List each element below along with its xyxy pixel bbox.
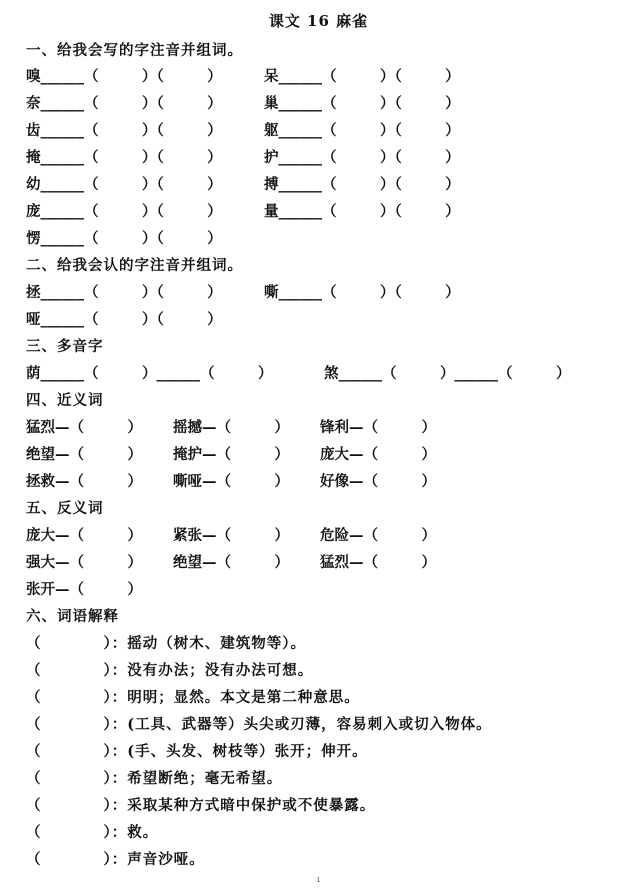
pinyin-row — [26, 118, 460, 144]
definition-item: （ ）：采取某种方式暗中保护或不使暴露。 — [26, 797, 376, 814]
pinyin-row — [26, 280, 460, 306]
synonym-item: 掩护—（ ） — [173, 446, 289, 463]
antonym-item: 强大—（ ） — [26, 554, 142, 571]
pinyin-item: 搏______（ ）（ ） — [264, 176, 460, 193]
synonym-row — [26, 469, 436, 495]
pinyin-item: 巢______（ ）（ ） — [264, 95, 460, 112]
synonym-item: 拯救—（ ） — [26, 473, 142, 490]
antonym-item: 猛烈—（ ） — [320, 554, 436, 571]
definition-item: （ ）：(工具、武器等）头尖或刃薄，容易刺入或切入物体。 — [26, 716, 492, 733]
pinyin-item: 愣______（ ）（ ） — [26, 230, 222, 247]
antonym-item: 庞大—（ ） — [26, 527, 142, 544]
antonym-row — [26, 523, 436, 549]
page-title: 课文 16 麻雀 — [268, 12, 369, 30]
page-number: 1 — [316, 877, 321, 884]
definition-item: （ ）：(手、头发、树枝等）张开；伸开。 — [26, 743, 368, 760]
pinyin-row — [26, 226, 222, 252]
pinyin-item: 掩______（ ）（ ） — [26, 149, 222, 166]
pinyin-item: 嘶______（ ）（ ） — [264, 284, 460, 301]
synonym-item: 好像—（ ） — [320, 473, 436, 490]
section-heading-definitions: 六、词语解释 — [26, 608, 119, 625]
pinyin-item: 呆______（ ）（ ） — [264, 68, 460, 85]
antonym-item: 紧张—（ ） — [173, 527, 289, 544]
pinyin-row — [26, 145, 460, 171]
polyphone-item: 荫______（ ）______（ ） — [26, 365, 273, 382]
pinyin-item: 幼______（ ）（ ） — [26, 176, 222, 193]
pinyin-item: 嗅______（ ）（ ） — [26, 68, 222, 85]
pinyin-item: 护______（ ）（ ） — [264, 149, 460, 166]
polyphone-row — [26, 361, 571, 387]
synonym-item: 摇撼—（ ） — [173, 419, 289, 436]
pinyin-row — [26, 91, 460, 117]
synonym-item: 锋利—（ ） — [320, 419, 436, 436]
antonym-item: 绝望—（ ） — [173, 554, 289, 571]
section-heading-write: 一、给我会写的字注音并组词。 — [26, 42, 243, 59]
pinyin-row — [26, 199, 460, 225]
synonym-row — [26, 415, 436, 441]
antonym-row — [26, 550, 436, 576]
definition-item: （ ）：明明；显然。本文是第二种意思。 — [26, 689, 360, 706]
synonym-item: 庞大—（ ） — [320, 446, 436, 463]
pinyin-item: 哑______（ ）（ ） — [26, 311, 222, 328]
definition-item: （ ）：救。 — [26, 824, 159, 841]
antonym-item: 危险—（ ） — [320, 527, 436, 544]
definition-item: （ ）：希望断绝；毫无希望。 — [26, 770, 283, 787]
antonym-item: 张开—（ ） — [26, 581, 142, 598]
synonym-item: 猛烈—（ ） — [26, 419, 142, 436]
definition-item: （ ）：没有办法；没有办法可想。 — [26, 662, 314, 679]
section-heading-recognize: 二、给我会认的字注音并组词。 — [26, 257, 243, 274]
polyphone-item: 煞______（ ）______（ ） — [324, 365, 571, 382]
pinyin-item: 躯______（ ）（ ） — [264, 122, 460, 139]
pinyin-item: 拯______（ ）（ ） — [26, 284, 222, 301]
pinyin-item: 量______（ ）（ ） — [264, 203, 460, 220]
definition-item: （ ）：摇动（树木、建筑物等）。 — [26, 635, 306, 652]
pinyin-item: 奈______（ ）（ ） — [26, 95, 222, 112]
definition-item: （ ）：声音沙哑。 — [26, 851, 205, 868]
synonym-item: 绝望—（ ） — [26, 446, 142, 463]
pinyin-item: 齿______（ ）（ ） — [26, 122, 222, 139]
pinyin-row — [26, 307, 222, 333]
synonym-item: 嘶哑—（ ） — [173, 473, 289, 490]
section-heading-synonyms: 四、近义词 — [26, 392, 104, 409]
synonym-row — [26, 442, 436, 468]
pinyin-row — [26, 172, 460, 198]
section-heading-polyphone: 三、多音字 — [26, 338, 104, 355]
pinyin-row — [26, 64, 460, 90]
section-heading-antonyms: 五、反义词 — [26, 500, 104, 517]
pinyin-item: 庞______（ ）（ ） — [26, 203, 222, 220]
antonym-row — [26, 577, 142, 603]
